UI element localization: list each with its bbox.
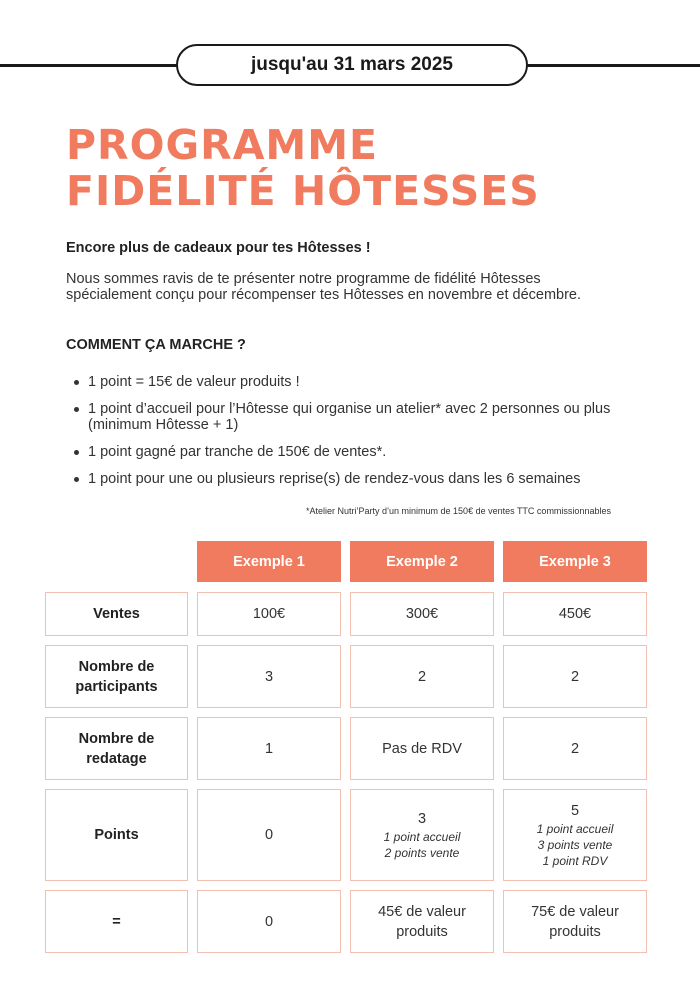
cell-value: 100€ <box>252 606 286 622</box>
intro-paragraph: Nous sommes ravis de te présenter notre programme de fidélité Hôtesses spécialement conçu pour récompenser tes Hôtesses en novembre et décembre. <box>66 271 582 303</box>
table-cell <box>350 645 494 708</box>
table-cell <box>197 592 341 636</box>
row-label-text: redatage <box>86 750 147 767</box>
cell-value: Pas de RDV <box>382 740 462 757</box>
how-it-works-heading: COMMENT ÇA MARCHE ? <box>66 337 246 353</box>
cell-value: 0 <box>264 827 274 843</box>
cell-value: produits <box>549 923 601 940</box>
cell-value: 2 <box>417 668 427 685</box>
row-label-text: Ventes <box>93 606 140 622</box>
table-cell <box>350 890 494 953</box>
rule-item: 1 point = 15€ de valeur produits ! <box>72 374 652 390</box>
cell-value: 0 <box>264 913 274 930</box>
cell-value: 3 <box>264 668 274 685</box>
row-label-text: participants <box>75 678 158 695</box>
rules-list <box>72 374 652 498</box>
row-label-text: Nombre de <box>78 730 155 747</box>
cell-detail: 3 points vente <box>537 838 613 852</box>
cell-detail: 1 point RDV <box>542 854 608 868</box>
cell-detail: 1 point accueil <box>536 822 614 836</box>
table-cell <box>503 717 647 780</box>
banner-line-left <box>0 64 178 67</box>
cell-value: 75€ de valeur <box>531 903 619 920</box>
header-example-3: Exemple 3 <box>503 541 647 582</box>
cell-value: 5 <box>570 803 580 819</box>
title-line-2: FIDÉLITÉ HÔTESSES <box>66 167 540 215</box>
cell-detail: 2 points vente <box>384 846 460 860</box>
header-example-2: Exemple 2 <box>350 541 494 582</box>
table-cell <box>197 645 341 708</box>
footnote: *Atelier Nutri’Party d’un minimum de 150€ de ventes TTC commissionnables <box>306 506 611 516</box>
cell-value: 2 <box>570 668 580 685</box>
table-cell <box>197 717 341 780</box>
cell-value: 3 <box>417 811 427 827</box>
table-cell <box>503 592 647 636</box>
table-cell <box>503 789 647 881</box>
row-label-text: = <box>112 913 121 930</box>
table-cell <box>350 592 494 636</box>
row-label-text: Nombre de <box>78 658 155 675</box>
cell-value: 2 <box>570 740 580 757</box>
table-cell <box>197 890 341 953</box>
cell-detail: 1 point accueil <box>383 830 461 844</box>
date-label: jusqu'au 31 mars 2025 <box>250 54 453 75</box>
row-label-ventes <box>45 592 188 636</box>
row-label-points <box>45 789 188 881</box>
row-label-text: Points <box>94 827 139 843</box>
header-example-1: Exemple 1 <box>197 541 341 582</box>
page-title <box>66 122 540 214</box>
table-cell <box>503 890 647 953</box>
intro-headline: Encore plus de cadeaux pour tes Hôtesses ! <box>66 240 371 256</box>
rule-item: 1 point pour une ou plusieurs reprise(s) de rendez-vous dans les 6 semaines <box>72 471 652 487</box>
cell-value: produits <box>396 923 448 940</box>
table-cell <box>197 789 341 881</box>
cell-value: 1 <box>264 740 274 757</box>
rule-item: 1 point d’accueil pour l’Hôtesse qui organise un atelier* avec 2 personnes ou plus (minimum Hôtesse + 1) <box>72 401 652 433</box>
row-label-total <box>45 890 188 953</box>
cell-value: 45€ de valeur <box>378 903 466 920</box>
table-cell <box>350 789 494 881</box>
row-label-redatage <box>45 717 188 780</box>
row-label-participants <box>45 645 188 708</box>
title-line-1: PROGRAMME <box>66 121 379 169</box>
cell-value: 450€ <box>558 606 592 622</box>
table-cell <box>350 717 494 780</box>
banner-line-right <box>526 64 700 67</box>
rule-item: 1 point gagné par tranche de 150€ de ventes*. <box>72 444 652 460</box>
cell-value: 300€ <box>405 606 439 622</box>
date-banner <box>176 44 528 86</box>
table-cell <box>503 645 647 708</box>
